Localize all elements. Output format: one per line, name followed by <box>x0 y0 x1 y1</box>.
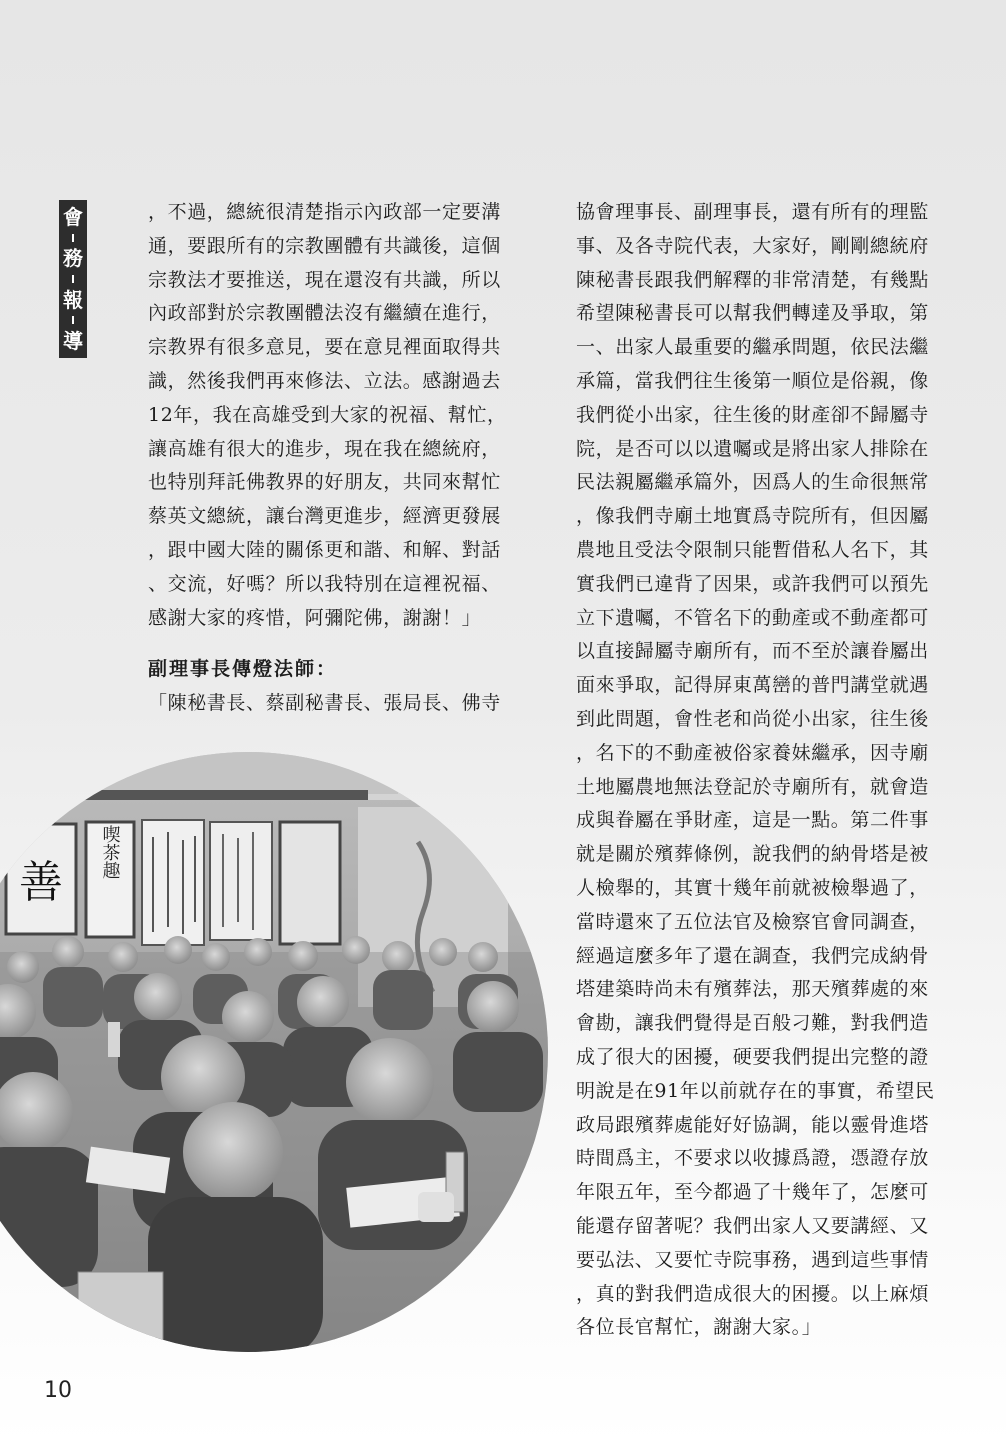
text-line: 要弘法、又要忙寺院事務，遇到這些事情 <box>576 1248 929 1271</box>
page-number: 10 <box>44 1378 72 1403</box>
text-line: 承篇，當我們往生後第一順位是俗親，像 <box>576 369 929 392</box>
text-line: 到此問題，會性老和尚從小出家，往生後 <box>576 707 929 730</box>
section-label-char: 報 <box>63 287 83 312</box>
text-line: 識，然後我們再來修法、立法。感謝過去 <box>148 369 501 392</box>
text-line: 塔建築時尚未有殯葬法，那天殯葬處的來 <box>576 978 929 1001</box>
text-line: 時間爲主，不要求以收據爲證，憑證存放 <box>576 1147 929 1170</box>
text-line: 宗教法才要推送，現在還沒有共識，所以 <box>148 268 501 291</box>
section-label-char: 導 <box>63 328 83 353</box>
text-line: 讓高雄有很大的進步，現在我在總統府， <box>148 437 501 460</box>
speaker-subheading: 副理事長傳燈法師： <box>148 658 338 681</box>
section-label-divider <box>72 275 74 283</box>
right-text-column <box>576 196 935 1345</box>
text-line: 蔡英文總統，讓台灣更進步，經濟更發展 <box>148 505 501 528</box>
text-line: 面來爭取，記得屏東萬巒的普門講堂就遇 <box>576 674 929 697</box>
text-line: 協會理事長、副理事長，還有所有的理監 <box>576 201 929 223</box>
text-line: 宗教界有很多意見，要在意見裡面取得共 <box>148 336 501 359</box>
text-line: 經過這麼多年了還在調查，我們完成納骨 <box>576 944 929 967</box>
text-line: 也特別拜託佛教界的好朋友，共同來幫忙 <box>148 471 501 494</box>
text-line: ，真的對我們造成很大的困擾。以上麻煩 <box>576 1282 929 1305</box>
text-line: 以直接歸屬寺廟所有，而不至於讓眷屬出 <box>576 640 929 663</box>
text-line: ，名下的不動產被俗家養妹繼承，因寺廟 <box>576 741 929 764</box>
text-line: 民法親屬繼承篇外，因爲人的生命很無常 <box>576 471 929 494</box>
text-line: 土地屬農地無法登記於寺廟所有，就會造 <box>576 775 929 798</box>
text-line: 事、及各寺院代表，大家好，剛剛總統府 <box>576 234 929 257</box>
section-label-divider <box>72 316 74 324</box>
text-line: 內政部對於宗教團體法沒有繼續在進行， <box>148 302 501 325</box>
calligraphy-text: 喫茶趣 <box>99 825 121 879</box>
text-line: 當時還來了五位法官及檢察官會同調查， <box>576 910 929 933</box>
section-label-divider <box>72 234 74 242</box>
text-line: 年限五年，至今都過了十幾年了，怎麼可 <box>576 1181 929 1204</box>
text-line: 就是關於殯葬條例，說我們的納骨塔是被 <box>576 843 929 866</box>
text-line: 成與眷屬在爭財產，這是一點。第二件事 <box>576 809 929 832</box>
text-line: 感謝大家的疼惜，阿彌陀佛，謝謝！」 <box>148 606 482 629</box>
text-line: 我們從小出家，往生後的財產卻不歸屬寺 <box>576 403 929 426</box>
section-label-char: 會 <box>63 205 83 229</box>
text-line: 希望陳秘書長可以幫我們轉達及爭取，第 <box>576 302 929 325</box>
text-line: 會勘，讓我們覺得是百般刁難，對我們造 <box>576 1012 929 1035</box>
text-line: ，不過，總統很清楚指示內政部一定要溝 <box>148 201 501 223</box>
text-line: 通，要跟所有的宗教團體有共識後，這個 <box>148 234 501 257</box>
section-label <box>59 200 87 358</box>
text-line: 院，是否可以以遺囑或是將出家人排除在 <box>576 437 929 460</box>
meeting-photo <box>0 752 548 1352</box>
text-line: 、交流，好嗎？所以我特別在這裡祝福、 <box>148 572 501 595</box>
text-line: 政局跟殯葬處能好好協調，能以靈骨進塔 <box>576 1113 929 1136</box>
text-line: 成了很大的困擾，硬要我們提出完整的證 <box>576 1045 929 1068</box>
text-line: 12年，我在高雄受到大家的祝福、幫忙， <box>148 403 507 426</box>
left-text-column <box>148 196 507 721</box>
text-line: 各位長官幫忙，謝謝大家。」 <box>576 1316 822 1339</box>
text-line: 立下遺囑，不管名下的動產或不動產都可 <box>576 606 929 629</box>
text-line: 明說是在91年以前就存在的事實，希望民 <box>576 1079 935 1102</box>
calligraphy-text: 善 <box>19 857 63 908</box>
text-line: ，像我們寺廟土地實爲寺院所有，但因屬 <box>576 505 929 528</box>
text-line: 實我們已違背了因果，或許我們可以預先 <box>576 572 929 595</box>
text-line: 能還存留著呢？我們出家人又要講經、又 <box>576 1214 929 1237</box>
text-line: ，跟中國大陸的關係更和諧、和解、對話 <box>148 538 501 561</box>
section-label-char: 務 <box>63 246 83 271</box>
text-line: 「陳秘書長、蔡副秘書長、張局長、佛寺 <box>148 692 501 715</box>
meeting-photo-illustration <box>0 752 548 1352</box>
text-line: 陳秘書長跟我們解釋的非常清楚，有幾點 <box>576 268 929 291</box>
text-line: 一、出家人最重要的繼承問題，依民法繼 <box>576 336 929 359</box>
text-line: 人檢舉的，其實十幾年前就被檢舉過了， <box>576 876 929 899</box>
text-line: 農地且受法令限制只能暫借私人名下，其 <box>576 538 929 561</box>
